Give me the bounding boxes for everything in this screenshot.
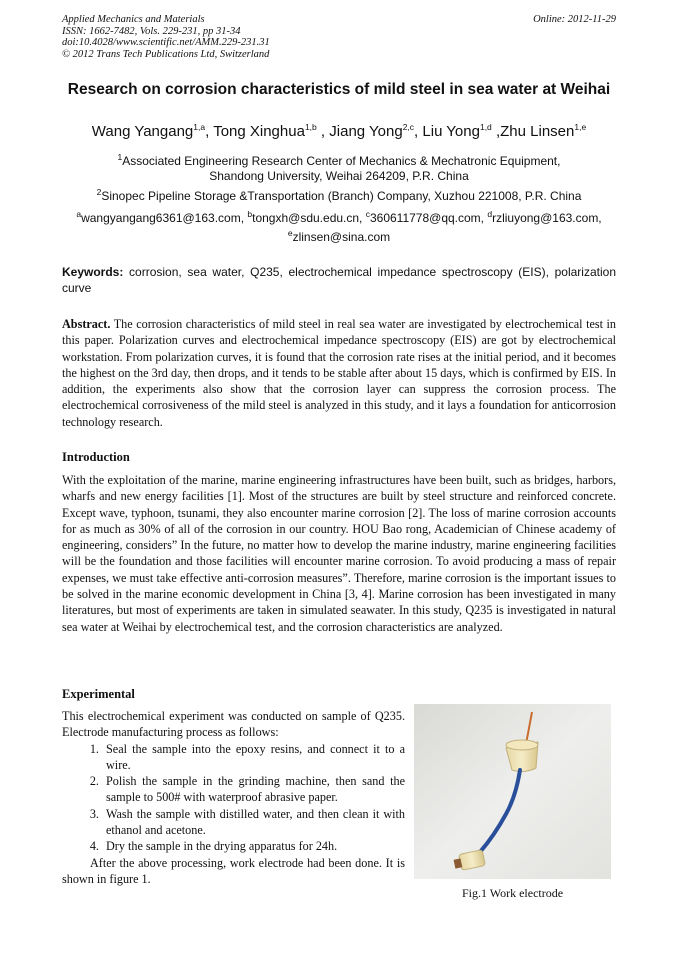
email-mark: e — [287, 228, 293, 238]
email-mark: b — [247, 209, 253, 219]
email-address[interactable]: wangyangang6361@163.com, — [81, 211, 248, 225]
author-separator: , — [205, 123, 214, 140]
email-list — [62, 207, 616, 245]
affiliation-1 — [62, 150, 616, 184]
affiliation-1-line-2: Shandong University, Weihai 264209, P.R. China — [209, 169, 469, 183]
procedure-step: 1. Seal the sample into the epoxy resins, and connect it to a wire. — [102, 741, 405, 774]
abstract-label: Abstract. — [62, 317, 111, 331]
journal-header — [62, 14, 616, 60]
procedure-step: 2. Polish the sample in the grinding machine, then sand the sample to 500# with waterproof abrasive paper. — [102, 773, 405, 806]
author-affiliation-mark: 1,b — [304, 122, 317, 132]
abstract-text: The corrosion characteristics of mild steel in real sea water are investigated by electrochemical test in this paper. Polarization curves and electrochemical impedance spectroscopy (EIS) are got by electrochemical workstation. From polarization curves, it is found that the corrosion rate rises at the initial period, and it becomes the highest on the 3rd day, then drops, and it tends to be stable after about 15 days, which is confirmed by EIS. In addition, the experiments also show that the corrosion layer can suppress the corrosion process. The electrochemical corrosiveness of the mild steel is analyzed in this study, and it lays a foundation for anticorrosion technology research. — [62, 317, 617, 429]
author-affiliation-mark: 1,d — [479, 122, 492, 132]
author-separator: , — [316, 123, 330, 140]
author-name: Jiang Yong — [329, 123, 403, 140]
experimental-intro: This electrochemical experiment was conducted on sample of Q235. Electrode manufacturing process as follows: — [62, 709, 405, 740]
email-mark: d — [487, 209, 493, 219]
affiliation-mark: 2 — [96, 187, 102, 197]
procedure-step: 4. Dry the sample in the drying apparatus for 24h. — [102, 838, 405, 854]
procedure-step: 3. Wash the sample with distilled water, and then clean it with ethanol and acetone. — [102, 806, 405, 839]
email-address[interactable]: tongxh@sdu.edu.cn, — [252, 211, 366, 225]
author-name: Tong Xinghua — [213, 123, 305, 140]
author-name: Liu Yong — [422, 123, 480, 140]
procedure-list — [62, 741, 405, 855]
keywords-section — [62, 265, 616, 296]
journal-copyright: © 2012 Trans Tech Publications Ltd, Switzerland — [62, 48, 270, 60]
keywords-text: corrosion, sea water, Q235, electrochemical impedance spectroscopy (EIS), polarization curve — [62, 265, 616, 295]
email-address[interactable]: 360611778@qq.com, — [369, 211, 488, 225]
author-list — [40, 122, 638, 140]
introduction-heading: Introduction — [62, 450, 130, 464]
email-address[interactable]: zlinsen@sina.com — [292, 230, 391, 244]
affiliation-1-line-1: Associated Engineering Research Center of Mechanics & Mechatronic Equipment, — [122, 154, 561, 168]
affiliation-2-text: Sinopec Pipeline Storage &Transportation (Branch) Company, Xuzhou 221008, P.R. China — [101, 189, 582, 203]
electrode-illustration — [414, 704, 611, 879]
affiliation-mark: 1 — [117, 152, 123, 162]
author-affiliation-mark: 1,a — [193, 122, 206, 132]
journal-name: Applied Mechanics and Materials — [62, 14, 205, 25]
author-separator: , — [414, 123, 423, 140]
experimental-text — [62, 708, 405, 887]
author-name: Zhu Linsen — [500, 123, 575, 140]
email-address[interactable]: rzliuyong@163.com, — [492, 211, 602, 225]
author-affiliation-mark: 2,c — [402, 122, 415, 132]
affiliation-2 — [62, 185, 616, 204]
journal-doi: doi:10.4028/www.scientific.net/AMM.229-231.31 — [62, 37, 270, 48]
experimental-heading: Experimental — [62, 687, 135, 701]
introduction-text: With the exploitation of the marine, marine engineering infrastructures have been built, such as bridges, harbors, wharfs and new energy facilities [1]. Most of the structures are built by steel structure and reinforced concrete. Except wave, typhoon, tsunami, they also encounter marine corrosion [2]. The loss of marine corrosion accounts for as much as 30% of all of the corrosion in our country. HOU Bao rong, Academician of Chinese academy of engineering, considers” In the future, no matter how to develop the marine industry, marine engineering facilities will be the foundation and those facilities will encounter marine corrosion. To avoid producing a mass of repair expenses, we must take effective anti-corrosion measures”. Therefore, marine corrosion is the important issues to be solved in the marine economic development in China [3, 4]. Marine corrosion has been investigated in many literatures, but most of experiments are taken in simulated seawater. In this study, Q235 is investigated in natural sea water at Weihai by electrochemical test, and the corrosion characteristics are analyzed. — [62, 473, 616, 634]
figure-caption: Fig.1 Work electrode — [461, 886, 564, 900]
author-name: Wang Yangang — [91, 123, 194, 140]
online-date: Online: 2012-11-29 — [533, 14, 616, 25]
paper-title: Research on corrosion characteristics of mild steel in sea water at Weihai — [67, 81, 611, 98]
experimental-conclusion: After the above processing, work electrode had been done. It is shown in figure 1. — [62, 855, 405, 886]
work-electrode-photo — [414, 704, 611, 879]
email-mark: c — [365, 209, 370, 219]
keywords-label: Keywords: — [62, 265, 124, 279]
journal-issn: ISSN: 1662-7482, Vols. 229-231, pp 31-34 — [62, 25, 241, 37]
author-affiliation-mark: 1,e — [574, 122, 587, 132]
abstract-section — [62, 316, 616, 430]
email-mark: a — [76, 209, 82, 219]
author-separator: , — [491, 123, 501, 140]
